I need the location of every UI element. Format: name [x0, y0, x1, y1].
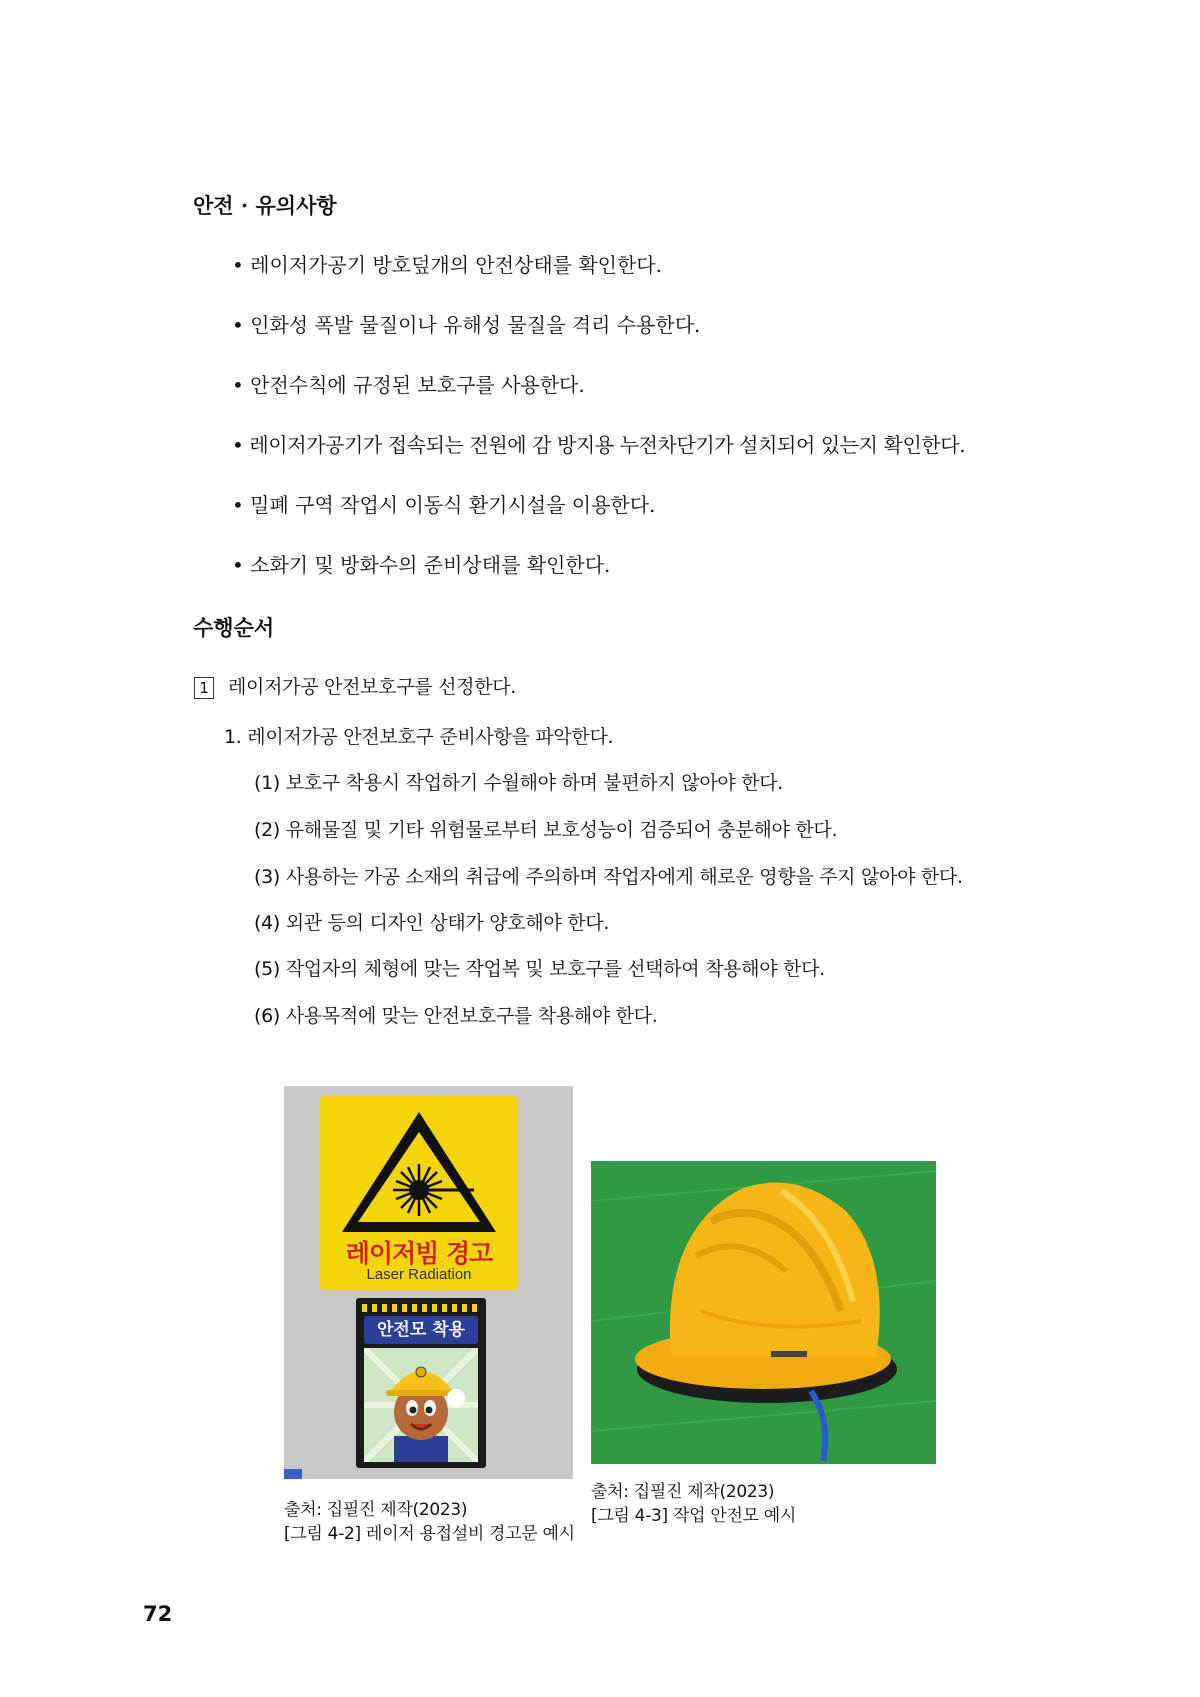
helmet-required-sign — [356, 1298, 486, 1468]
safety-item-text: 소화기 및 방화수의 준비상태를 확인한다. — [250, 553, 611, 577]
step-number-box: 1 — [194, 677, 214, 699]
laser-warning-photo — [284, 1086, 573, 1479]
procedure-step — [194, 672, 516, 699]
safety-item-text: 안전수칙에 규정된 보호구를 사용한다. — [250, 373, 585, 397]
safety-helmet-photo — [591, 1161, 936, 1464]
safety-item-text: 레이저가공기가 접속되는 전원에 감 방지용 누전차단기가 설치되어 있는지 확인한다. — [249, 433, 966, 457]
procedure-item: (4) 외관 등의 디자인 상태가 양호해야 한다. — [254, 912, 610, 934]
safety-item: • 레이저가공기가 접속되는 전원에 감 방지용 누전차단기가 설치되어 있는지 확인한다. — [232, 433, 966, 457]
procedure-item: (1) 보호구 착용시 작업하기 수월해야 하며 불편하지 않아야 한다. — [254, 772, 784, 794]
figure-caption: [그림 4-3] 작업 안전모 예시 — [591, 1506, 797, 1526]
sign-stripe — [362, 1304, 480, 1312]
procedure-item: (5) 작업자의 체형에 맞는 작업복 및 보호구를 선택하여 착용해야 한다. — [254, 958, 825, 980]
safety-item-text: 인화성 폭발 물질이나 유해성 물질을 격리 수용한다. — [250, 313, 701, 337]
safety-item-text: 레이저가공기 방호덮개의 안전상태를 확인한다. — [250, 253, 662, 277]
laser-warning-sign — [320, 1096, 518, 1290]
photo-cable-edge — [284, 1469, 302, 1479]
helmet-sign-title: 안전모 착용 — [364, 1316, 478, 1344]
laser-hazard-icon — [320, 1104, 518, 1244]
procedure-item: (3) 사용하는 가공 소재의 취급에 주의하며 작업자에게 해로운 영향을 주지 않아야 한다. — [254, 866, 963, 888]
safety-item: • 밀폐 구역 작업시 이동식 환기시설을 이용한다. — [232, 493, 656, 517]
safety-section-title: 안전 · 유의사항 — [193, 193, 337, 218]
helmet-mascot-panel — [364, 1348, 478, 1462]
safety-item: • 인화성 폭발 물질이나 유해성 물질을 격리 수용한다. — [232, 313, 701, 337]
figure-source: 출처: 집필진 제작(2023) — [284, 1500, 468, 1520]
procedure-section-title: 수행순서 — [193, 615, 275, 640]
safety-item-text: 밀폐 구역 작업시 이동식 환기시설을 이용한다. — [250, 493, 656, 517]
safety-item: • 안전수칙에 규정된 보호구를 사용한다. — [232, 373, 585, 397]
laser-sign-title-ko: 레이저빔 경고 — [345, 1239, 493, 1268]
figure-caption: [그림 4-2] 레이저 용접설비 경고문 예시 — [284, 1524, 575, 1544]
helmet-mascot-icon — [364, 1348, 478, 1462]
safety-item: • 소화기 및 방화수의 준비상태를 확인한다. — [232, 553, 611, 577]
page-number: 72 — [143, 1602, 173, 1626]
procedure-subtitle: 1. 레이저가공 안전보호구 준비사항을 파악한다. — [224, 726, 614, 748]
safety-helmet-icon — [591, 1161, 936, 1464]
laser-sign-title-en: Laser Radiation — [366, 1266, 472, 1283]
step-text: 레이저가공 안전보호구를 선정한다. — [228, 676, 517, 698]
procedure-item: (2) 유해물질 및 기타 위험물로부터 보호성능이 검증되어 충분해야 한다. — [254, 819, 838, 841]
safety-item: • 레이저가공기 방호덮개의 안전상태를 확인한다. — [232, 253, 662, 277]
procedure-item: (6) 사용목적에 맞는 안전보호구를 착용해야 한다. — [254, 1005, 658, 1027]
figure-source: 출처: 집필진 제작(2023) — [591, 1482, 775, 1502]
